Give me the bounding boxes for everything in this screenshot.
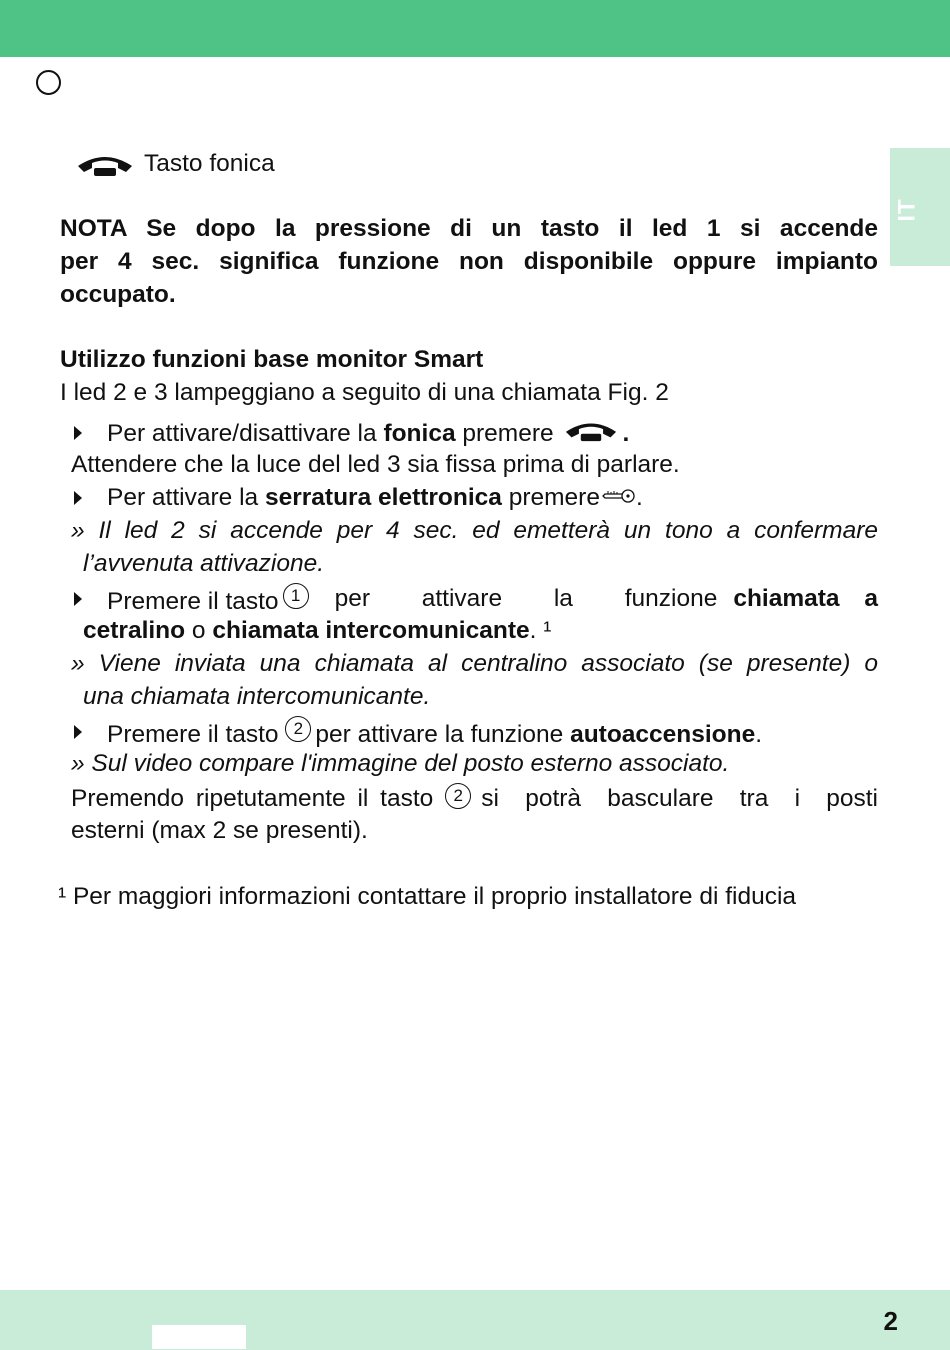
bullet-arrow-icon xyxy=(74,491,82,505)
footer-bar xyxy=(0,1290,950,1350)
phone-key-label: Tasto fonica xyxy=(144,150,275,177)
item-auto-text: Premere il tasto xyxy=(107,721,286,748)
item-chiamata xyxy=(60,583,878,619)
item-fonica-end: . xyxy=(622,420,630,448)
item-chiamata-end: . ¹ xyxy=(529,617,552,644)
item-auto-bold: autoaccensione xyxy=(570,721,756,748)
item-serratura-end: . xyxy=(635,484,643,511)
item-chiamata-after: per attivare la funzione xyxy=(334,585,718,612)
item-chiamata-bold-b: cetralino xyxy=(83,617,186,644)
item-auto-note-2: esterni (max 2 se presenti). xyxy=(71,817,368,844)
key-2-icon: 2 xyxy=(445,783,471,809)
item-serratura-after: premere xyxy=(501,484,600,511)
item-auto-after: per attivare la funzione xyxy=(315,721,571,748)
key-1-icon: 1 xyxy=(283,583,309,609)
section-title: Utilizzo funzioni base monitor Smart xyxy=(60,346,484,373)
item-chiamata-result-2: una chiamata intercomunicante. xyxy=(83,683,431,710)
phone-icon xyxy=(74,150,136,188)
key-icon xyxy=(602,482,636,515)
item-serratura-result-2: l’avvenuta attivazione. xyxy=(83,550,325,577)
item-chiamata-text: Premere il tasto xyxy=(107,588,279,615)
bullet-arrow-icon xyxy=(74,426,82,440)
item-auto-note-1 xyxy=(71,783,878,816)
language-label: IT xyxy=(893,198,921,222)
item-chiamata-line-2 xyxy=(83,615,901,648)
phone-icon xyxy=(560,417,622,453)
bullet-arrow-icon xyxy=(74,725,82,739)
nota-line-3: occupato. xyxy=(60,281,176,308)
item-fonica-note: Attendere che la luce del led 3 sia fissa prima di parlare. xyxy=(71,451,680,478)
item-auto-note-a: Premendo ripetutamente il tasto xyxy=(71,785,434,812)
language-tab xyxy=(890,148,950,266)
item-auto-note-b: si potrà basculare tra i posti xyxy=(481,785,878,812)
item-chiamata-result-1: » Viene inviata una chiamata al centralino associato (se presente) o xyxy=(71,650,878,677)
intro-text: I led 2 e 3 lampeggiano a seguito di una chiamata Fig. 2 xyxy=(60,379,669,406)
item-fonica-after: premere xyxy=(455,420,561,448)
item-auto-result: » Sul video compare l'immagine del posto esterno associato. xyxy=(71,750,730,777)
page-marker-circle xyxy=(36,70,61,95)
item-chiamata-mid: o xyxy=(185,617,213,644)
nota-prefix: NOTA xyxy=(60,215,127,242)
item-fonica-text: Per attivare/disattivare la xyxy=(107,420,384,448)
item-serratura-bold: serratura elettronica xyxy=(264,484,502,511)
nota-line-1 xyxy=(60,213,878,246)
key-2-icon: 2 xyxy=(285,716,311,742)
footnote: ¹ Per maggiori informazioni contattare il proprio installatore di fiducia xyxy=(58,883,797,910)
bullet-arrow-icon xyxy=(74,592,82,606)
item-serratura-result-1: » Il led 2 si accende per 4 sec. ed emetterà un tono a confermare xyxy=(71,517,878,544)
item-chiamata-bold-c: chiamata intercomunicante xyxy=(212,617,530,644)
page-number: 2 xyxy=(883,1306,898,1336)
item-chiamata-bold-a: chiamata a xyxy=(733,585,878,612)
item-auto-end: . xyxy=(755,721,763,748)
item-serratura-text: Per attivare la xyxy=(107,484,265,511)
footer-white-block xyxy=(152,1325,246,1349)
nota-line-2: per 4 sec. significa funzione non disponibile oppure impianto xyxy=(60,248,878,275)
header-bar xyxy=(0,0,950,57)
nota-text-1: Se dopo la pressione di un tasto il led 1 si accende xyxy=(146,215,878,242)
item-fonica-bold: fonica xyxy=(383,420,456,448)
